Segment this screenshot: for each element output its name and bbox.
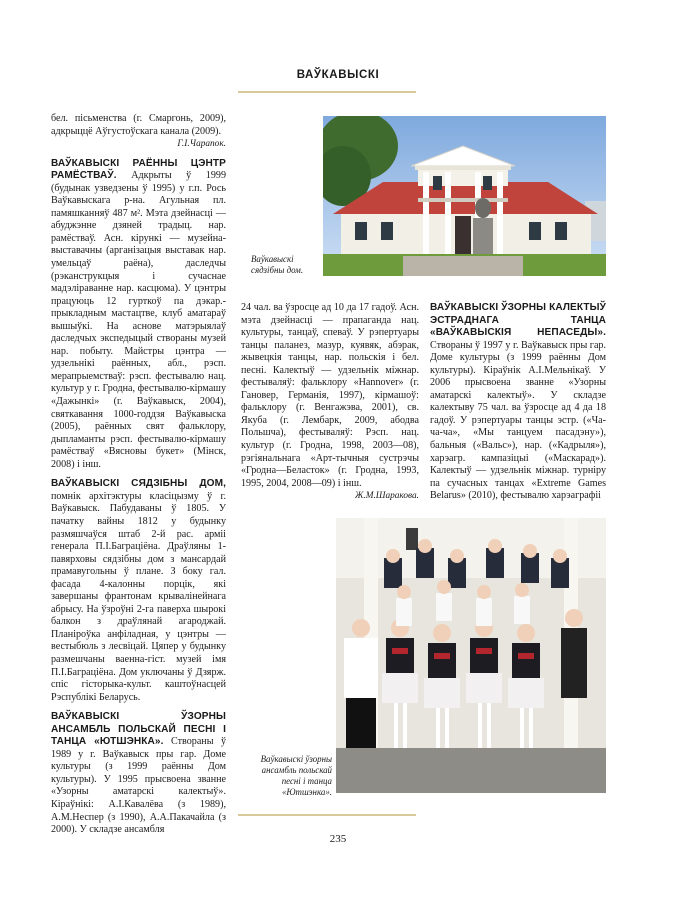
manor-house-photo — [323, 116, 606, 276]
intro-paragraph: бел. пісьменства (г. Смаргонь, 2009), адкрыццё Аўгустоўскага канала (2009). Г.І.Чарапок. — [51, 113, 226, 150]
article-title: ВАЎКАВЫСКІ ЎЗОРНЫ КАЛЕКТЫЎ ЭСТРАДНАГА ТАНЦА «ВАЎКАВЫСКІЯ НЕПАСЕДЫ». — [430, 302, 606, 339]
manor-house-caption: Ваўкавыскі сядзібны дом. — [251, 254, 304, 275]
article-body: Створаны ў 1989 у г. Ваўкавыск пры гар. Доме культуры (з 1999 раённы Дом культуры). У 1995 прысвоена званне «Узорны аматарскі калектыў». Кіраўнікі: А.І.Кавалёва (з 1989), А.М.Неспер (з 1990), А.А.Пакачайла (з 2000). У складзе ансамбля — [51, 736, 226, 836]
header-rule — [238, 91, 416, 93]
ensemble-photo — [336, 518, 606, 793]
ensemble-caption: Ваўкавыскі ўзорны ансамбль польскай песні і танца «Ютшэнка». — [260, 754, 332, 797]
article-polish-ensemble — [51, 711, 226, 836]
article-craft-centre — [51, 158, 226, 472]
article-dance-collective — [430, 302, 606, 503]
article-title: ВАЎКАВЫСКІ ЎЗОРНЫ АНСАМБЛЬ ПОЛЬСКАЙ ПЕСНІ І ТАНЦА «ЮТШЭНКА». — [51, 711, 226, 748]
footer-rule — [238, 814, 416, 816]
article-title: ВАЎКАВЫСКІ РАЁННЫ ЦЭНТР РАМЁСТВАЎ. — [51, 157, 226, 182]
article-body: Створаны ў 1997 у г. Ваўкавыск пры гар. Доме культуры (з 1999 раённы Дом культуры). Кіраўнік А.І.Мельнікаў. У 2006 прысвоена званне «Узорны аматарскі калектыў». У складзе калектыву 75 чал. ва ўзросце ад 4 да 18 гадоў. У рэпертуары танцы эстр. («Ча-ча-ча», «Мы танцуем пасадэну»), бальныя («Вальс»), нар. («Кадрыля»), харэагр. кампазіцыі («Маскарад»). Калектыў — удзельнік міжнар. турніру па сучасных танцах «Extreme Games Belarus» (2010), фестывалю харэаграфіі — [430, 339, 606, 502]
left-column — [51, 113, 226, 837]
article-body: Адкрыты ў 1999 (будынак узведзены ў 1995) у г.п. Рось Ваўкавыскага р-на. Агульная пл. памяшканняў 487 м². Мэта дзейнасці — абуджэнне дзяней традыц. нар. рамёстваў. Асн. кірункі — музейна-выставачны (арганізацыя выставак нар. умельцаў раёна), даследчы (рэканструкцыя і сучаснае мадэліраванне нар. касцюма). У цэнтры працуюць 12 гурткоў па дэкар.-прыкладным мастацтве, клуб аматараў вышыўкі. На аснове матэрыялаў даследчых экспедыцый створаны музей нар. побыту. Майстры цэнтра — удзельнікі раённых, абл., рэсп. мерапрыемстваў: рэсп. фестывалю нац. культур у г. Гродна, фестывалю-кірмашу «Дажынкі» (г. Ваўкавыск, 2004), святкавання 1000-годдзя Ваўкавыска (2005), раённых свят фальклору, дыпламанты рэсп. фестывалю-кірмашу рамёстваў «Вясновы букет» (Мінск, 2008) і інш. — [51, 170, 226, 470]
middle-column — [241, 302, 419, 503]
article-manor-house — [51, 478, 226, 704]
running-head: ВАЎКАВЫСКІ — [296, 69, 380, 81]
ensemble-article-continuation: 24 чал. ва ўзросце ад 10 да 17 гадоў. Асн. мэта дзейнасці — прапаганда нац. культуры, танцаў, спеваў. У рэпертуары танцы паланез, мазур, куявяк, абэрак, жывецкія танцы, нар. польскія і бел. песні. Калектыў — удзельнік міжнар. фестываляў: фальклору «Hannover» (г. Гановер, Германія, 1997), кірмашоў: фальклору (г. Венгажэва, 2001), св. Якуба (г. Лембарк, 2009, абодва Польшча), фестываляў: Рэсп. нац. культур (г. Гродна, 1998, 2003—08), рэгіянальнага «Арт-тычныя сустрэчы «Гродна—Беласток» (г. Гродна, 1993, 1995, 2004, 2008—09) і інш. Ж.М.Шаракова. — [241, 302, 419, 502]
page-number: 235 — [329, 833, 347, 845]
right-column — [430, 302, 606, 503]
article-title: ВАЎКАВЫСКІ СЯДЗІБНЫ ДОМ, — [51, 478, 226, 490]
author-signature: Г.І.Чарапок. — [177, 139, 226, 150]
author-signature: Ж.М.Шаракова. — [354, 491, 419, 502]
article-body: помнік архітэктуры класіцызму ў г. Ваўкавыск. Пабудаваны ў 1805. У пачатку вайны 1812 у будынку размяшчаўся штаб 2-й рас. арміі генерала П.І.Баграціёна. Драўляны 1-павярховы сядзібны дом з мансардай прамавугольны ў плане. З боку гал. фасада 4-калонны порцік, які завершаны франтонам крывалінейнага абрысу. На ўзроўні 2-га паверха шырокі балкон з драўлянай агароджай. Планіроўка анфіладная, у цэнтры — вестыбюль з лесвіцай. Цяпер у будынку размешчаны ваенна-гіст. музей імя П.І.Баграціёна. Дом уключаны ў Дзярж. спіс гісторыка-культ. каштоўнасцей Рэспублікі Беларусь. — [51, 490, 226, 703]
